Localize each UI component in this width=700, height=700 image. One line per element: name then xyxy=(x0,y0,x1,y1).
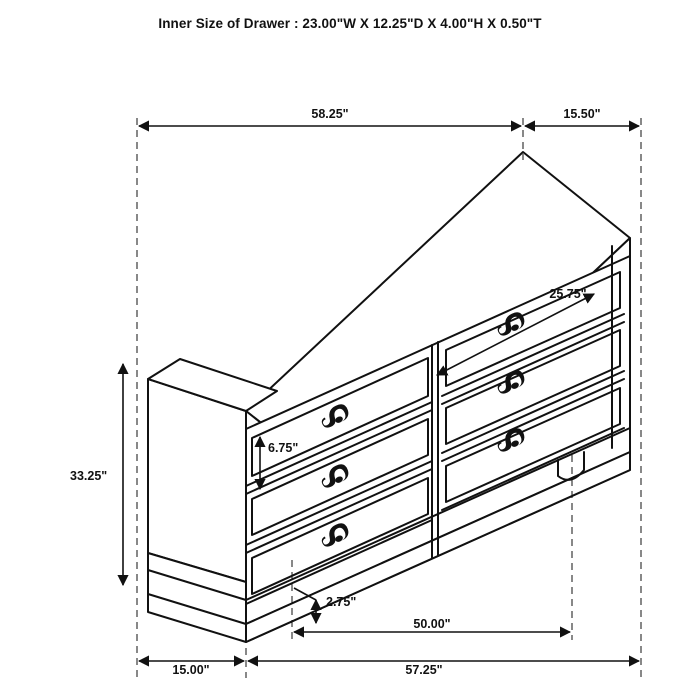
dresser-body xyxy=(148,152,630,642)
label-top-depth: 15.50" xyxy=(563,107,601,121)
label-diagonal: 25.75" xyxy=(549,287,587,301)
label-base-width: 57.25" xyxy=(405,663,443,677)
label-top-width: 58.25" xyxy=(311,107,349,121)
label-base-depth: 15.00" xyxy=(172,663,210,677)
label-base-inner-width: 50.00" xyxy=(413,617,451,631)
label-molding-value: 2.75" xyxy=(326,595,357,609)
label-drawer-height: 6.75" xyxy=(268,441,299,455)
page-title: Inner Size of Drawer : 23.00"W X 12.25"D X 4.00"H X 0.50"T xyxy=(158,16,542,31)
label-overall-height: 33.25" xyxy=(70,469,108,483)
